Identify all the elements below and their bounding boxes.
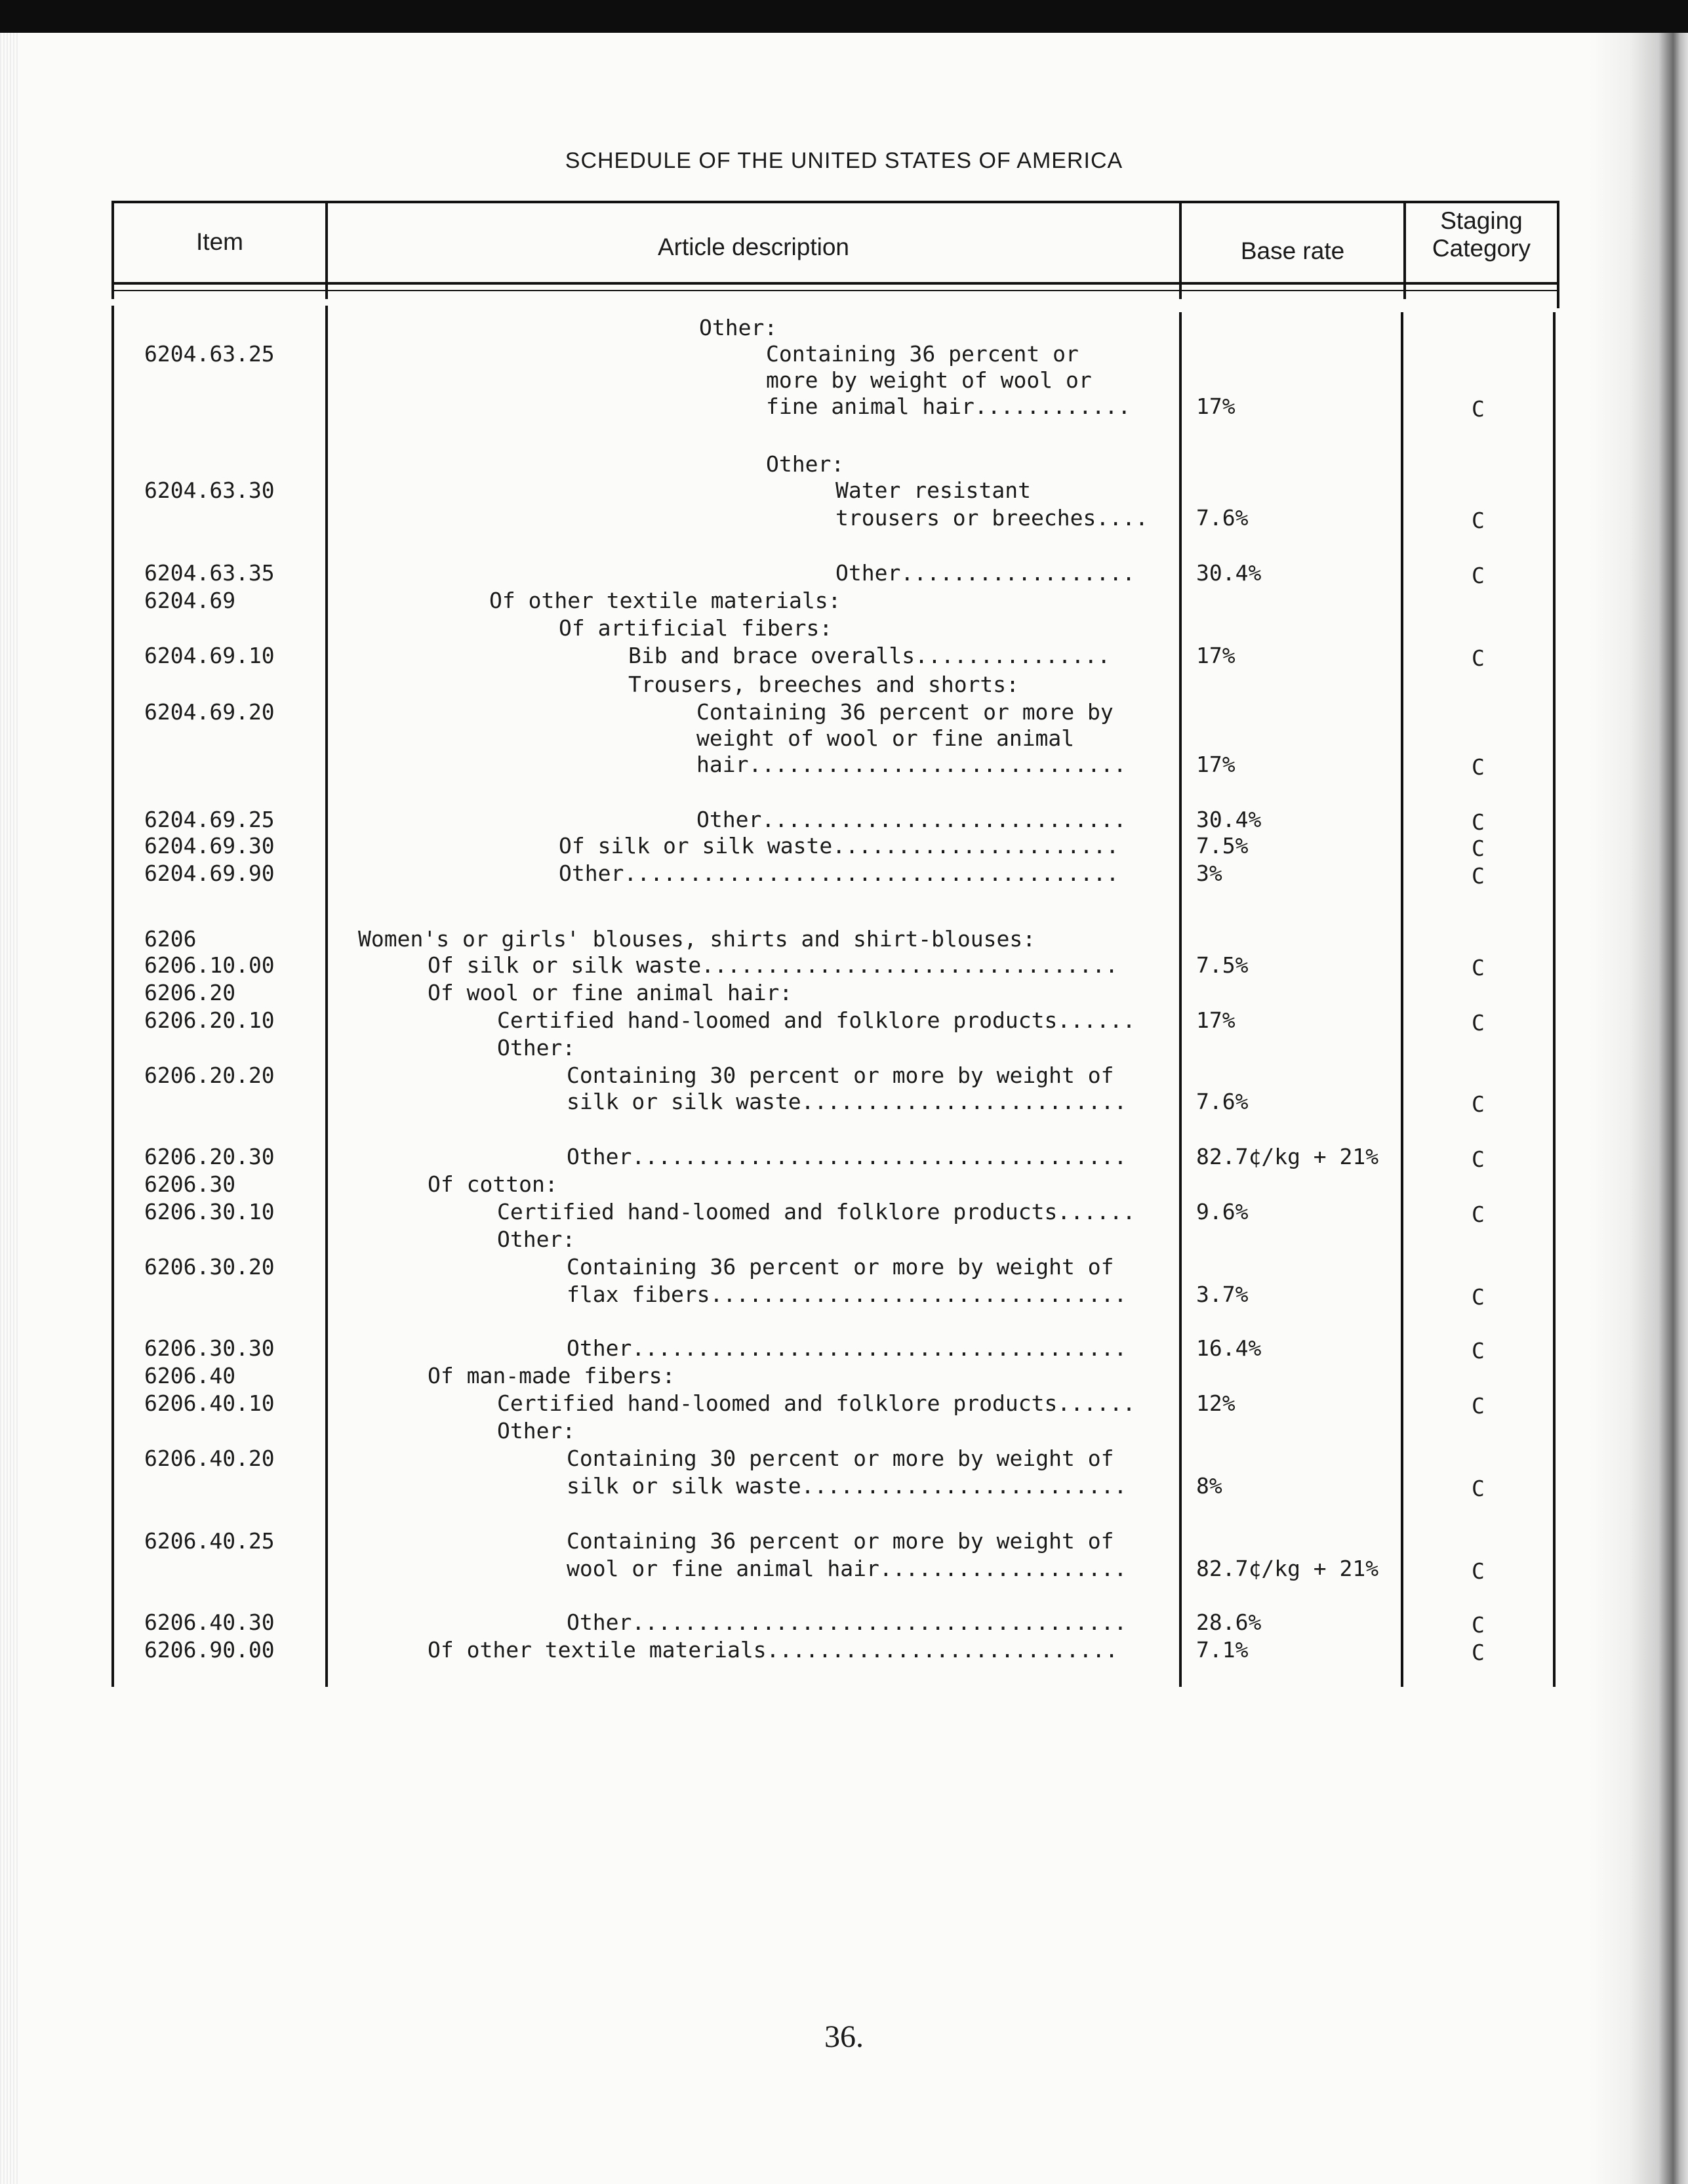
table-top-rule bbox=[111, 201, 1559, 203]
article-description: Containing 36 percent or more by bbox=[696, 699, 1114, 725]
item-number: 6206.90.00 bbox=[144, 1637, 275, 1663]
article-description: Women's or girls' blouses, shirts and shirt-blouses: bbox=[358, 926, 1036, 952]
base-rate: 7.1% bbox=[1196, 1637, 1249, 1663]
article-description: Other...................................... bbox=[559, 860, 1119, 886]
item-number: 6206.30.10 bbox=[144, 1199, 275, 1224]
staging-category: C bbox=[1472, 754, 1485, 780]
item-number: 6206.30.20 bbox=[144, 1254, 275, 1280]
article-description: Of other textile materials: bbox=[489, 588, 841, 613]
article-description: Other............................ bbox=[696, 807, 1127, 832]
item-number: 6204.63.35 bbox=[144, 560, 275, 586]
base-rate: 7.5% bbox=[1196, 952, 1249, 978]
base-rate: 7.6% bbox=[1196, 1089, 1249, 1114]
column-divider bbox=[325, 306, 328, 1687]
header-staging bbox=[1406, 207, 1557, 262]
article-description: weight of wool or fine animal bbox=[696, 725, 1075, 751]
article-description: Containing 30 percent or more by weight of bbox=[567, 1446, 1114, 1471]
article-description: Certified hand-loomed and folklore products...... bbox=[497, 1390, 1136, 1416]
column-divider bbox=[1179, 312, 1182, 1687]
staging-category: C bbox=[1472, 1640, 1485, 1665]
article-description: more by weight of wool or bbox=[766, 367, 1092, 393]
article-description: trousers or breeches.... bbox=[835, 505, 1148, 531]
base-rate: 82.7¢/kg + 21% bbox=[1196, 1556, 1379, 1581]
scan-left-edge bbox=[0, 33, 20, 2184]
column-divider bbox=[1553, 312, 1556, 1687]
item-number: 6204.69.25 bbox=[144, 807, 275, 832]
article-description: wool or fine animal hair................... bbox=[567, 1556, 1127, 1581]
article-description: Of other textile materials........................... bbox=[428, 1637, 1118, 1663]
scan-right-edge bbox=[1590, 33, 1688, 2184]
item-number: 6206.10.00 bbox=[144, 952, 275, 978]
article-description: Containing 36 percent or more by weight of bbox=[567, 1254, 1114, 1280]
header-description: Article description bbox=[657, 233, 849, 260]
article-description: Other: bbox=[766, 451, 845, 477]
column-divider bbox=[1401, 312, 1403, 1687]
article-description: silk or silk waste......................... bbox=[567, 1089, 1127, 1114]
item-number: 6206.30 bbox=[144, 1171, 236, 1197]
staging-category: C bbox=[1472, 836, 1485, 861]
staging-category: C bbox=[1472, 508, 1485, 533]
base-rate: 17% bbox=[1196, 1007, 1236, 1033]
article-description: Other: bbox=[497, 1226, 576, 1252]
article-description: Water resistant bbox=[835, 477, 1032, 503]
article-description: Other: bbox=[497, 1035, 576, 1061]
page-title: SCHEDULE OF THE UNITED STATES OF AMERICA bbox=[565, 148, 1123, 173]
article-description: Of silk or silk waste...................... bbox=[559, 833, 1119, 859]
staging-category: C bbox=[1472, 563, 1485, 588]
staging-category: C bbox=[1472, 1612, 1485, 1638]
base-rate: 30.4% bbox=[1196, 560, 1262, 586]
article-description: Other...................................... bbox=[567, 1609, 1127, 1635]
base-rate: 16.4% bbox=[1196, 1335, 1262, 1361]
staging-category: C bbox=[1472, 1476, 1485, 1501]
article-description: flax fibers................................ bbox=[567, 1282, 1127, 1307]
item-number: 6206.20.10 bbox=[144, 1007, 275, 1033]
base-rate: 82.7¢/kg + 21% bbox=[1196, 1144, 1379, 1169]
article-description: Bib and brace overalls............... bbox=[628, 643, 1111, 668]
base-rate: 3.7% bbox=[1196, 1282, 1249, 1307]
item-number: 6206.30.30 bbox=[144, 1335, 275, 1361]
column-divider bbox=[111, 306, 114, 1687]
item-number: 6206.40 bbox=[144, 1363, 236, 1388]
item-number: 6204.69.30 bbox=[144, 833, 275, 859]
base-rate: 30.4% bbox=[1196, 807, 1262, 832]
staging-category: C bbox=[1472, 645, 1485, 671]
article-description: Of wool or fine animal hair: bbox=[428, 980, 793, 1005]
article-description: Of cotton: bbox=[428, 1171, 558, 1197]
staging-category: C bbox=[1472, 863, 1485, 889]
table-header-rule bbox=[111, 282, 1559, 285]
base-rate: 8% bbox=[1196, 1473, 1222, 1499]
base-rate: 17% bbox=[1196, 394, 1236, 419]
page-number: 36. bbox=[824, 2019, 864, 2054]
item-number: 6206.40.20 bbox=[144, 1446, 275, 1471]
base-rate: 28.6% bbox=[1196, 1609, 1262, 1635]
article-description: Of silk or silk waste................................ bbox=[428, 952, 1118, 978]
article-description: Trousers, breeches and shorts: bbox=[628, 672, 1020, 697]
article-description: silk or silk waste......................... bbox=[567, 1473, 1127, 1499]
item-number: 6206 bbox=[144, 926, 197, 952]
item-number: 6204.69.90 bbox=[144, 860, 275, 886]
staging-category: C bbox=[1472, 1146, 1485, 1172]
base-rate: 17% bbox=[1196, 752, 1236, 777]
staging-category: C bbox=[1472, 1010, 1485, 1036]
staging-category: C bbox=[1472, 1091, 1485, 1117]
staging-category: C bbox=[1472, 1202, 1485, 1227]
item-number: 6206.20.30 bbox=[144, 1144, 275, 1169]
staging-category: C bbox=[1472, 809, 1485, 835]
article-description: Of man-made fibers: bbox=[428, 1363, 675, 1388]
staging-category: C bbox=[1472, 1284, 1485, 1310]
base-rate: 12% bbox=[1196, 1390, 1236, 1416]
base-rate: 17% bbox=[1196, 643, 1236, 668]
table-header-rule-2 bbox=[111, 290, 1559, 291]
article-description: Other.................. bbox=[835, 560, 1135, 586]
item-number: 6206.20.20 bbox=[144, 1062, 275, 1088]
header-divider bbox=[1557, 201, 1559, 308]
staging-category: C bbox=[1472, 396, 1485, 422]
article-description: Containing 30 percent or more by weight of bbox=[567, 1062, 1114, 1088]
article-description: Other: bbox=[699, 315, 778, 340]
header-item: Item bbox=[196, 228, 243, 255]
article-description: Certified hand-loomed and folklore products...... bbox=[497, 1199, 1136, 1224]
article-description: Other...................................... bbox=[567, 1335, 1127, 1361]
staging-category: C bbox=[1472, 1393, 1485, 1419]
scan-top-border bbox=[0, 0, 1688, 33]
base-rate: 7.6% bbox=[1196, 505, 1249, 531]
staging-category: C bbox=[1472, 1558, 1485, 1584]
article-description: Other: bbox=[497, 1418, 576, 1444]
article-description: fine animal hair............ bbox=[766, 394, 1131, 419]
header-staging-line1: Staging bbox=[1440, 207, 1523, 234]
article-description: hair............................. bbox=[696, 752, 1127, 777]
header-staging-line2: Category bbox=[1432, 235, 1531, 262]
base-rate: 9.6% bbox=[1196, 1199, 1249, 1224]
article-description: Certified hand-loomed and folklore products...... bbox=[497, 1007, 1136, 1033]
article-description: Containing 36 percent or more by weight of bbox=[567, 1528, 1114, 1554]
item-number: 6204.69 bbox=[144, 588, 236, 613]
item-number: 6204.63.30 bbox=[144, 477, 275, 503]
item-number: 6206.40.30 bbox=[144, 1609, 275, 1635]
item-number: 6206.40.25 bbox=[144, 1528, 275, 1554]
item-number: 6204.63.25 bbox=[144, 341, 275, 367]
item-number: 6204.69.20 bbox=[144, 699, 275, 725]
item-number: 6206.40.10 bbox=[144, 1390, 275, 1416]
base-rate: 3% bbox=[1196, 860, 1222, 886]
article-description: Other...................................... bbox=[567, 1144, 1127, 1169]
header-base-rate: Base rate bbox=[1240, 237, 1345, 264]
staging-category: C bbox=[1472, 955, 1485, 981]
item-number: 6206.20 bbox=[144, 980, 236, 1005]
article-description: Containing 36 percent or bbox=[766, 341, 1079, 367]
base-rate: 7.5% bbox=[1196, 833, 1249, 859]
item-number: 6204.69.10 bbox=[144, 643, 275, 668]
staging-category: C bbox=[1472, 1338, 1485, 1364]
article-description: Of artificial fibers: bbox=[559, 615, 833, 641]
